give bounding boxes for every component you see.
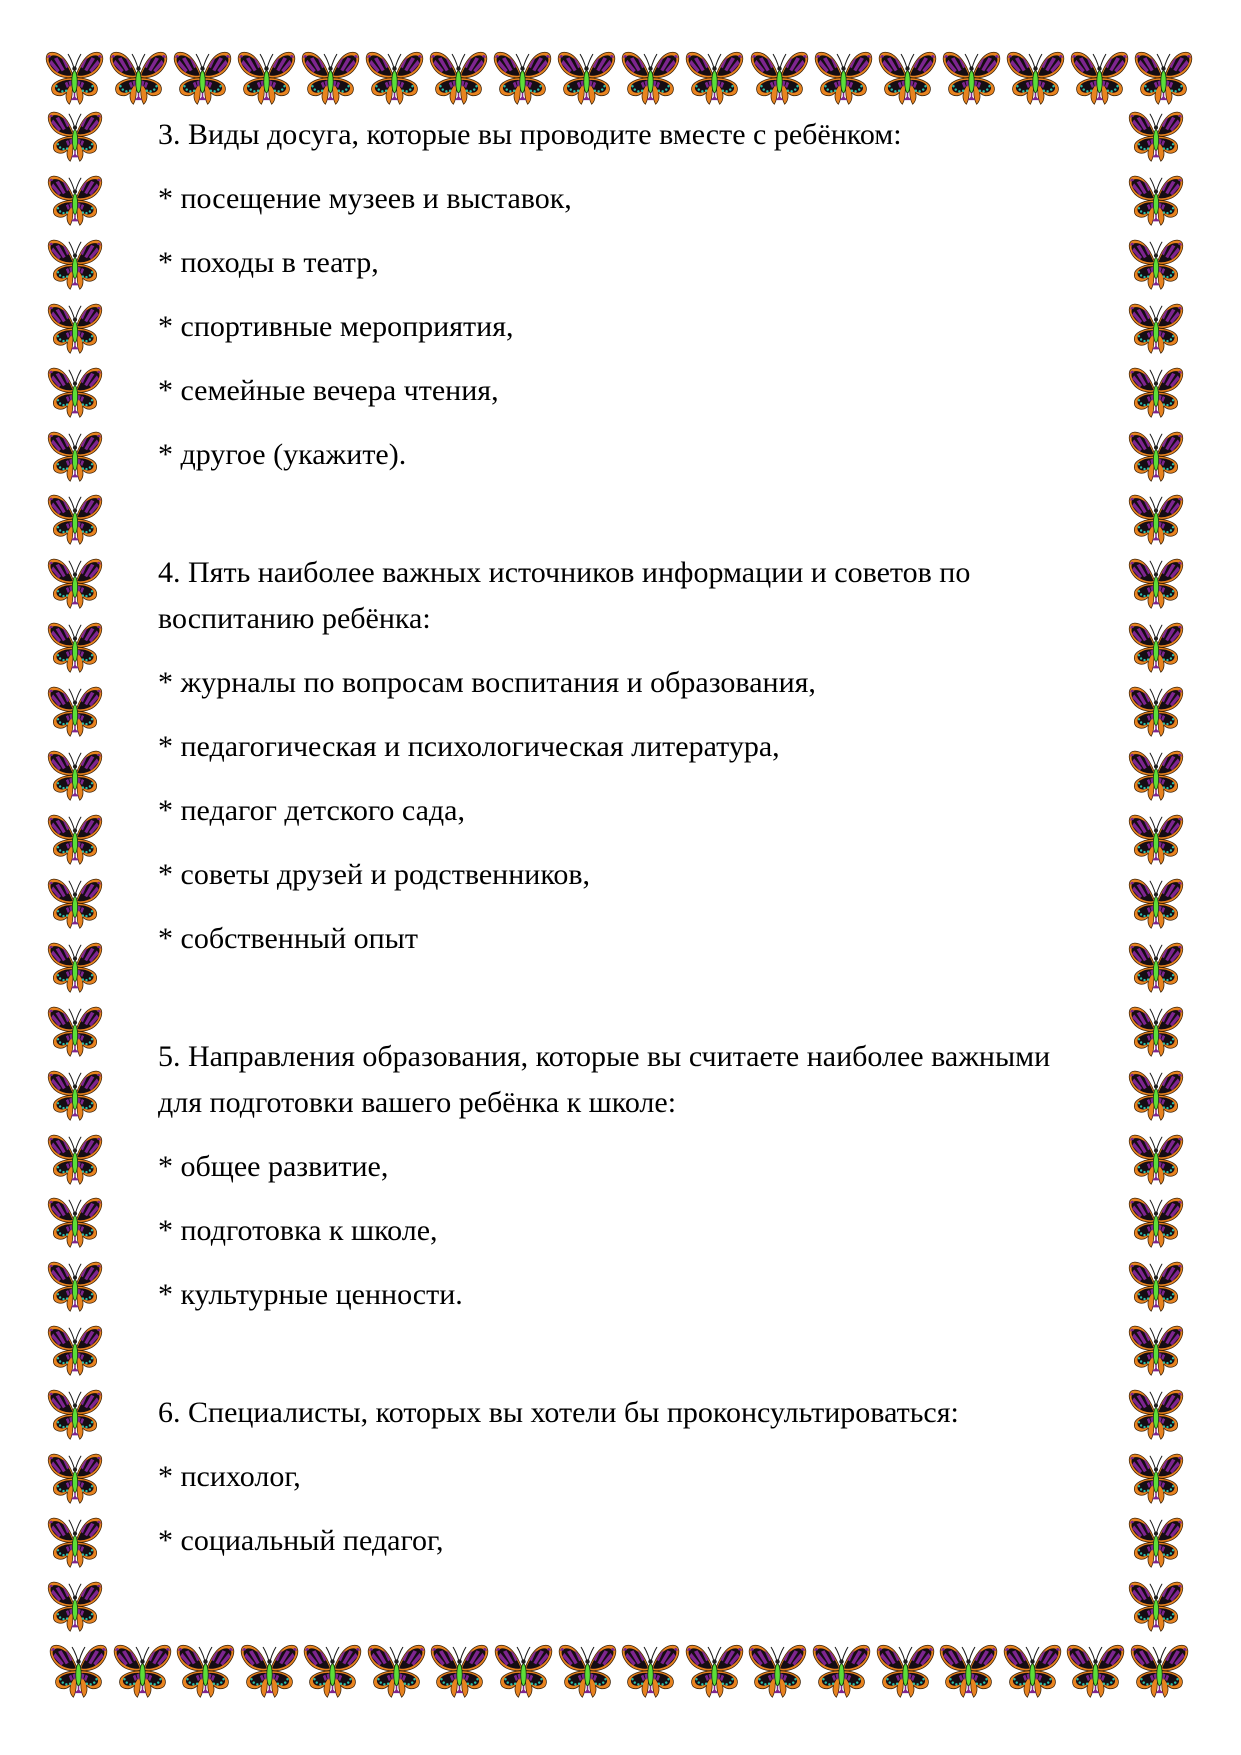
butterfly-icon (46, 877, 104, 929)
section-heading: 4. Пять наиболее важных источников информации и советов по воспитанию ребёнка: (158, 556, 971, 635)
butterfly-icon (1127, 1260, 1185, 1312)
butterfly-icon (46, 366, 104, 418)
section-option: * культурные ценности. (158, 1278, 463, 1311)
butterfly-icon (1127, 110, 1185, 162)
butterfly-icon (175, 1643, 236, 1698)
butterfly-icon (46, 1260, 104, 1312)
butterfly-icon (46, 1580, 104, 1632)
butterfly-icon (1127, 749, 1185, 801)
butterfly-icon (1127, 941, 1185, 993)
butterfly-icon (749, 50, 810, 105)
section-option: * педагог детского сада, (158, 794, 465, 827)
butterfly-icon (1129, 1643, 1190, 1698)
section-option: * журналы по вопросам воспитания и образования, (158, 666, 816, 699)
butterfly-icon (46, 813, 104, 865)
section-option: * семейные вечера чтения, (158, 374, 499, 407)
butterfly-icon (1127, 1069, 1185, 1121)
section-option: * собственный опыт (158, 922, 418, 955)
butterfly-icon (366, 1643, 427, 1698)
section-option: * походы в театр, (158, 246, 379, 279)
butterfly-icon (236, 50, 297, 105)
butterfly-icon (811, 1643, 872, 1698)
butterfly-icon (112, 1643, 173, 1698)
butterfly-icon (46, 1516, 104, 1568)
butterfly-border-right (1127, 110, 1185, 1632)
butterfly-icon (1005, 50, 1066, 105)
butterfly-icon (747, 1643, 808, 1698)
butterfly-icon (938, 1643, 999, 1698)
butterfly-icon (46, 1452, 104, 1504)
butterfly-icon (1127, 1452, 1185, 1504)
butterfly-icon (1127, 1133, 1185, 1185)
section-heading: 3. Виды досуга, которые вы проводите вместе с ребёнком: (158, 118, 902, 151)
butterfly-icon (492, 50, 553, 105)
butterfly-icon (1127, 1388, 1185, 1440)
butterfly-icon (1127, 1324, 1185, 1376)
butterfly-icon (46, 238, 104, 290)
butterfly-icon (239, 1643, 300, 1698)
section-option: * социальный педагог, (158, 1524, 444, 1557)
butterfly-icon (46, 1005, 104, 1057)
butterfly-icon (46, 685, 104, 737)
butterfly-icon (1069, 50, 1130, 105)
questionnaire-section (158, 1034, 1093, 1318)
butterfly-icon (46, 749, 104, 801)
butterfly-border-top (44, 50, 1194, 105)
butterfly-icon (1133, 50, 1194, 105)
butterfly-border-bottom (48, 1643, 1190, 1698)
questionnaire-content (158, 112, 1093, 1582)
butterfly-icon (1127, 621, 1185, 673)
butterfly-icon (684, 1643, 745, 1698)
butterfly-icon (46, 1324, 104, 1376)
butterfly-icon (1002, 1643, 1063, 1698)
butterfly-icon (46, 430, 104, 482)
butterfly-icon (46, 493, 104, 545)
butterfly-icon (941, 50, 1002, 105)
butterfly-icon (684, 50, 745, 105)
butterfly-icon (557, 1643, 618, 1698)
butterfly-icon (46, 1388, 104, 1440)
butterfly-icon (1127, 238, 1185, 290)
butterfly-icon (620, 1643, 681, 1698)
butterfly-icon (429, 1643, 490, 1698)
section-option: * педагогическая и психологическая литература, (158, 730, 780, 763)
butterfly-icon (172, 50, 233, 105)
section-option: * психолог, (158, 1460, 301, 1493)
section-option: * другое (укажите). (158, 438, 407, 471)
butterfly-icon (46, 110, 104, 162)
butterfly-icon (302, 1643, 363, 1698)
butterfly-icon (1127, 813, 1185, 865)
butterfly-icon (877, 50, 938, 105)
butterfly-icon (1127, 1005, 1185, 1057)
butterfly-icon (1127, 430, 1185, 482)
butterfly-icon (1127, 366, 1185, 418)
section-option: * посещение музеев и выставок, (158, 182, 572, 215)
butterfly-icon (46, 1196, 104, 1248)
butterfly-icon (46, 174, 104, 226)
section-heading: 5. Направления образования, которые вы считаете наиболее важными для подготовки вашего ребёнка к школе: (158, 1040, 1051, 1119)
butterfly-icon (1065, 1643, 1126, 1698)
butterfly-icon (493, 1643, 554, 1698)
butterfly-icon (813, 50, 874, 105)
questionnaire-section (158, 550, 1093, 962)
butterfly-icon (46, 302, 104, 354)
butterfly-icon (1127, 302, 1185, 354)
butterfly-icon (46, 621, 104, 673)
butterfly-icon (1127, 1516, 1185, 1568)
section-option: * спортивные мероприятия, (158, 310, 514, 343)
butterfly-icon (364, 50, 425, 105)
butterfly-icon (620, 50, 681, 105)
butterfly-icon (46, 941, 104, 993)
butterfly-icon (1127, 557, 1185, 609)
butterfly-icon (46, 557, 104, 609)
section-option: * советы друзей и родственников, (158, 858, 591, 891)
butterfly-icon (300, 50, 361, 105)
questionnaire-section (158, 1390, 1093, 1564)
butterfly-border-left (46, 110, 104, 1632)
butterfly-icon (1127, 174, 1185, 226)
butterfly-icon (428, 50, 489, 105)
butterfly-icon (1127, 1580, 1185, 1632)
section-option: * общее развитие, (158, 1150, 389, 1183)
butterfly-icon (44, 50, 105, 105)
butterfly-icon (1127, 1196, 1185, 1248)
butterfly-icon (1127, 493, 1185, 545)
section-heading: 6. Специалисты, которых вы хотели бы проконсультироваться: (158, 1396, 959, 1429)
questionnaire-section (158, 112, 1093, 478)
butterfly-icon (875, 1643, 936, 1698)
butterfly-icon (46, 1069, 104, 1121)
butterfly-icon (1127, 877, 1185, 929)
butterfly-icon (556, 50, 617, 105)
butterfly-icon (108, 50, 169, 105)
butterfly-icon (46, 1133, 104, 1185)
butterfly-icon (48, 1643, 109, 1698)
butterfly-icon (1127, 685, 1185, 737)
section-option: * подготовка к школе, (158, 1214, 438, 1247)
